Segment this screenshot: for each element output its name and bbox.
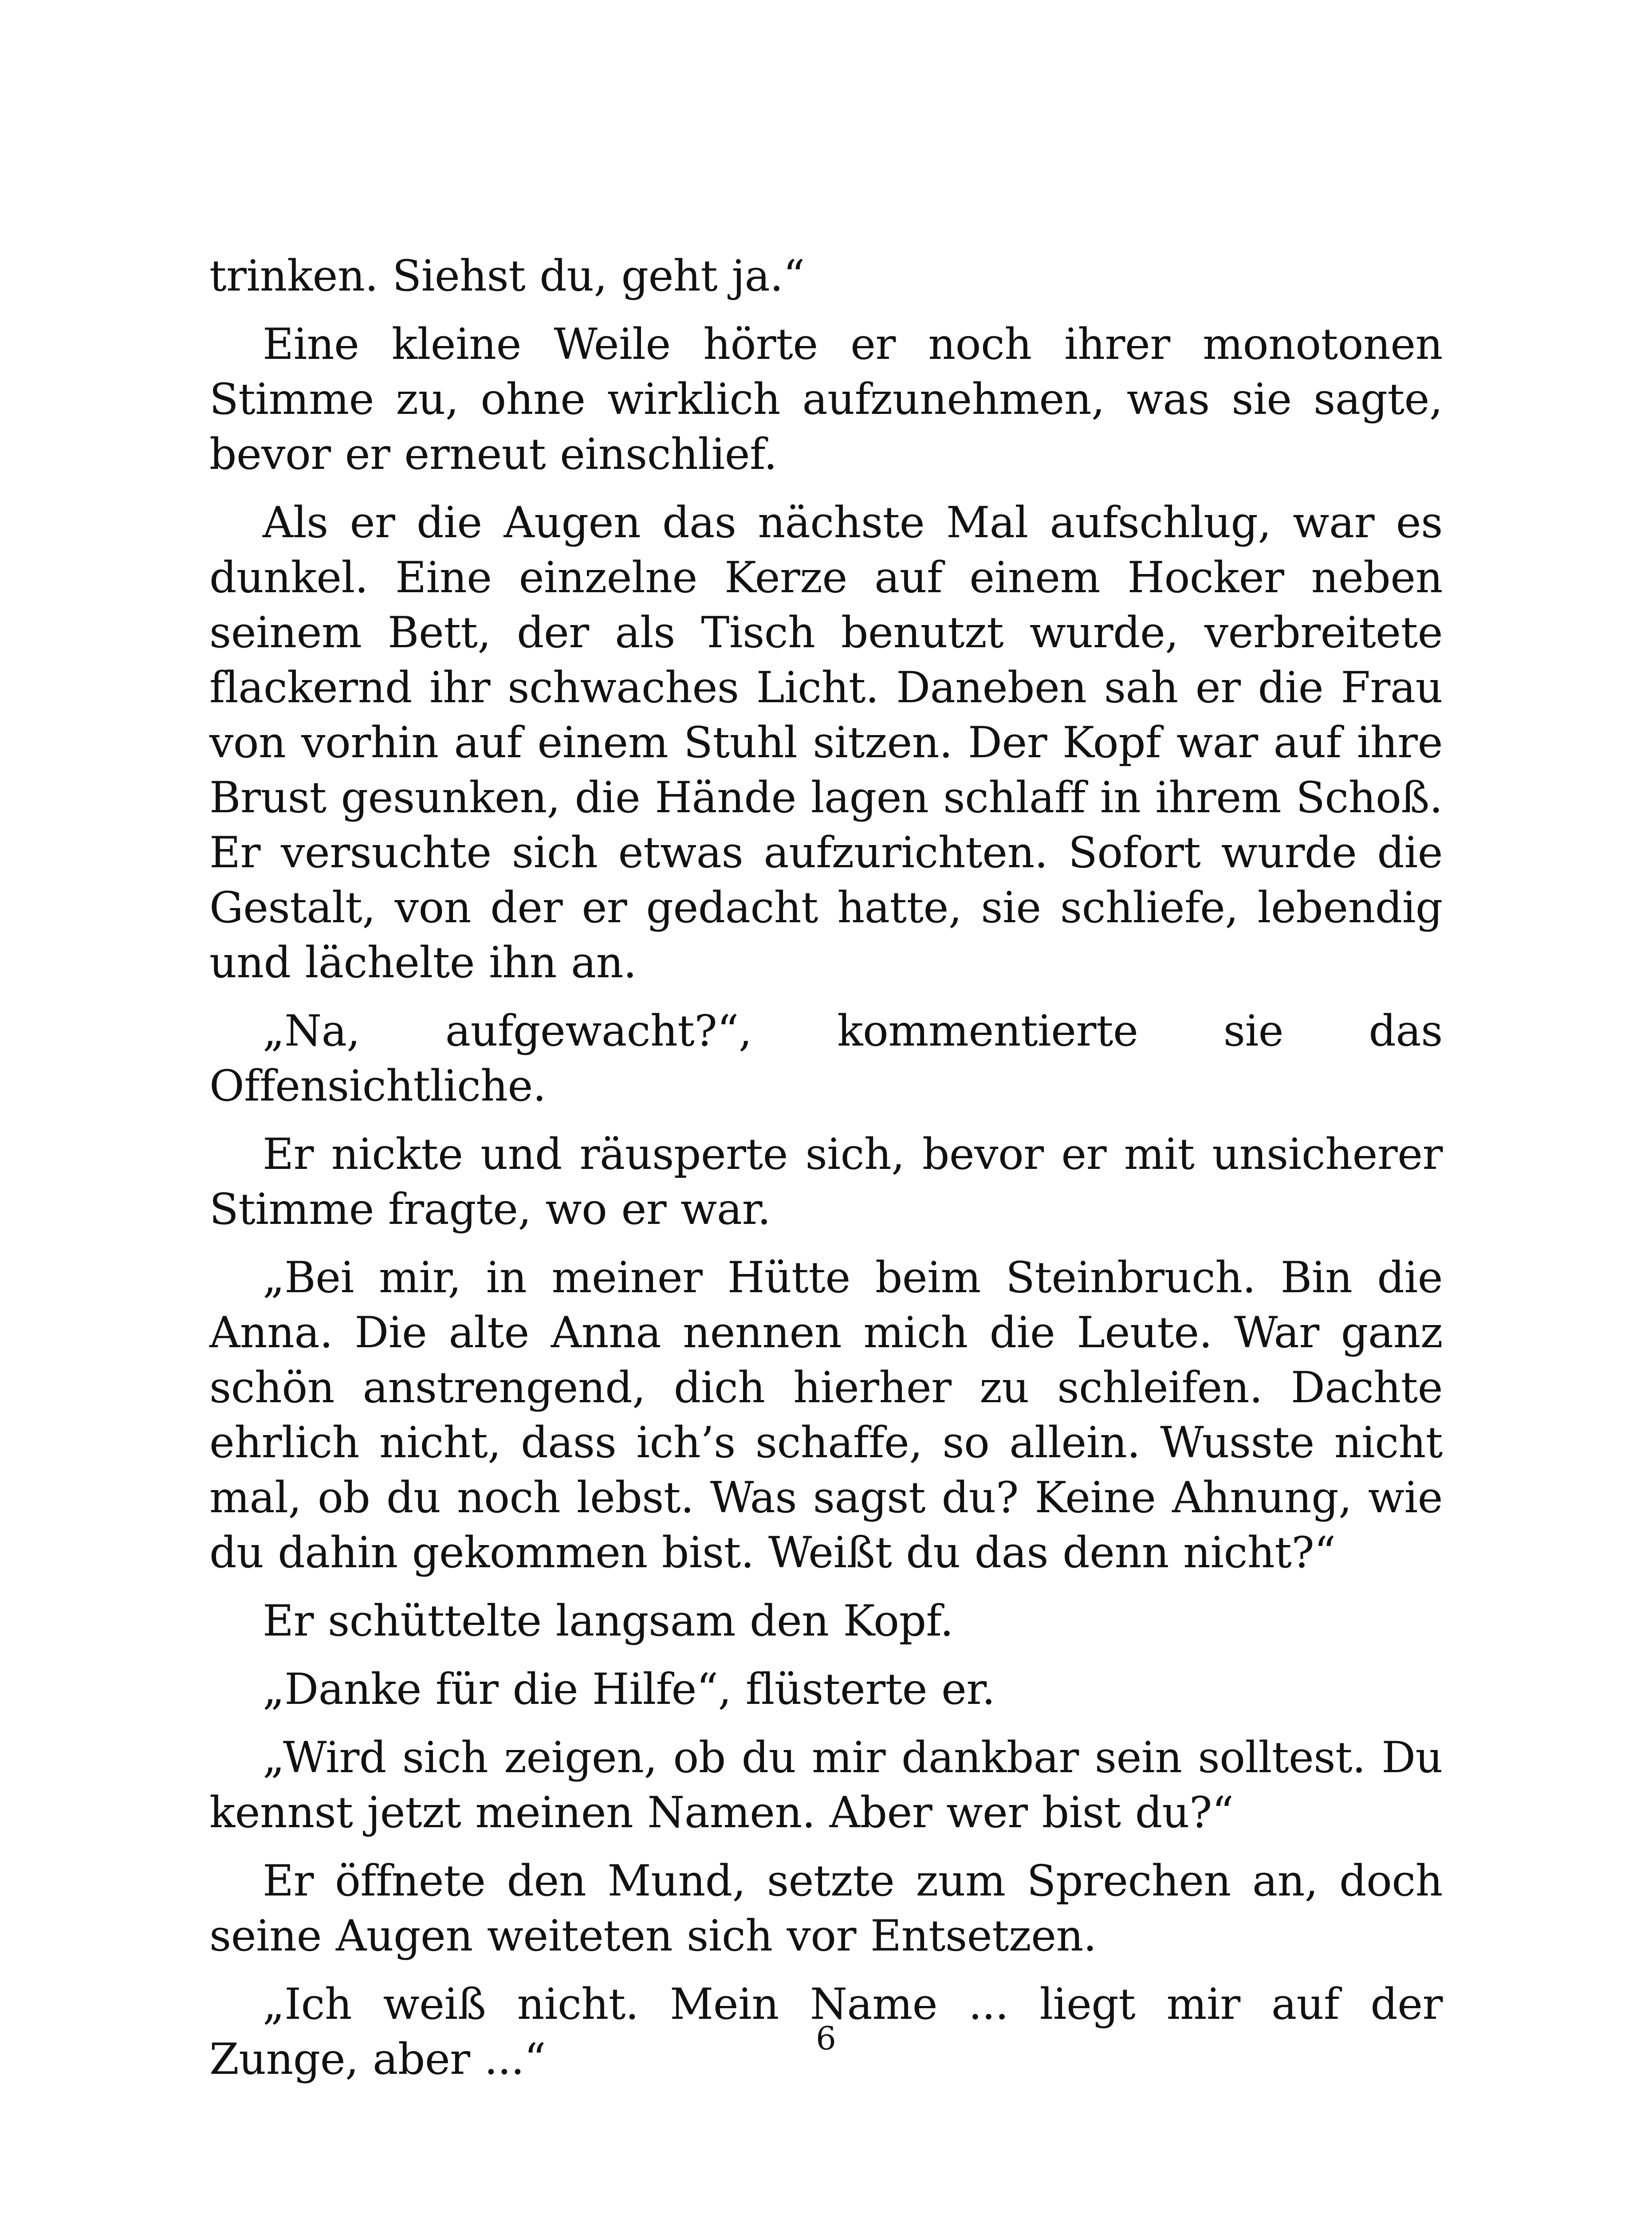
page-number: 6 xyxy=(816,2020,836,2057)
paragraph-1: trinken. Siehst du, geht ja.“ xyxy=(209,251,805,301)
paragraph-11: „Ich weiß nicht. Mein Name ... liegt mir auf der Zunge, aber ...“ xyxy=(209,1979,1443,2084)
paragraph-9: „Wird sich zeigen, ob du mir dankbar sein solltest. Du kennst jetzt meinen Namen. Aber wer bist du?“ xyxy=(209,1733,1443,1837)
paragraph-3: Als er die Augen das nächste Mal aufschlug, war es dunkel. Eine einzelne Kerze auf einem Hocker neben seinem Bett, der als Tisch benutzt wurde, verbreitete flackernd ihr schwaches Licht. Daneben sah er die Frau von vorhin auf einem Stuhl sitzen. Der Kopf war auf ihre Brust gesunken, die Hände lagen schlaff in ihrem Schoß. Er versuchte sich etwas aufzurichten. Sofort wurde die Gestalt, von der er gedacht hatte, sie schliefe, lebendig und lächelte ihn an. xyxy=(209,498,1443,987)
paragraph-10: Er öffnete den Mund, setzte zum Sprechen an, doch seine Augen weiteten sich vor Entsetzen. xyxy=(209,1856,1443,1961)
paragraph-8: „Danke für die Hilfe“, flüsterte er. xyxy=(263,1664,995,1714)
paragraph-6: „Bei mir, in meiner Hütte beim Steinbruch. Bin die Anna. Die alte Anna nennen mich die Leute. War ganz schön anstrengend, dich hierher zu schleifen. Dachte ehrlich nicht, dass ich’s schaffe, so allein. Wusste nicht mal, ob du noch lebst. Was sagst du? Keine Ahnung, wie du dahin gekommen bist. Weißt du das denn nicht?“ xyxy=(209,1253,1443,1577)
paragraph-4: „Na, aufgewacht?“, kommentierte sie das Offensichtliche. xyxy=(209,1006,1443,1111)
paragraph-7: Er schüttelte langsam den Kopf. xyxy=(263,1596,954,1646)
body-text xyxy=(209,248,1443,2100)
paragraph-5: Er nickte und räusperte sich, bevor er mit unsicherer Stimme fragte, wo er war. xyxy=(209,1129,1443,1234)
paragraph-2: Eine kleine Weile hörte er noch ihrer monotonen Stimme zu, ohne wirklich aufzunehmen, was sie sagte, bevor er erneut einschlief. xyxy=(209,319,1443,479)
